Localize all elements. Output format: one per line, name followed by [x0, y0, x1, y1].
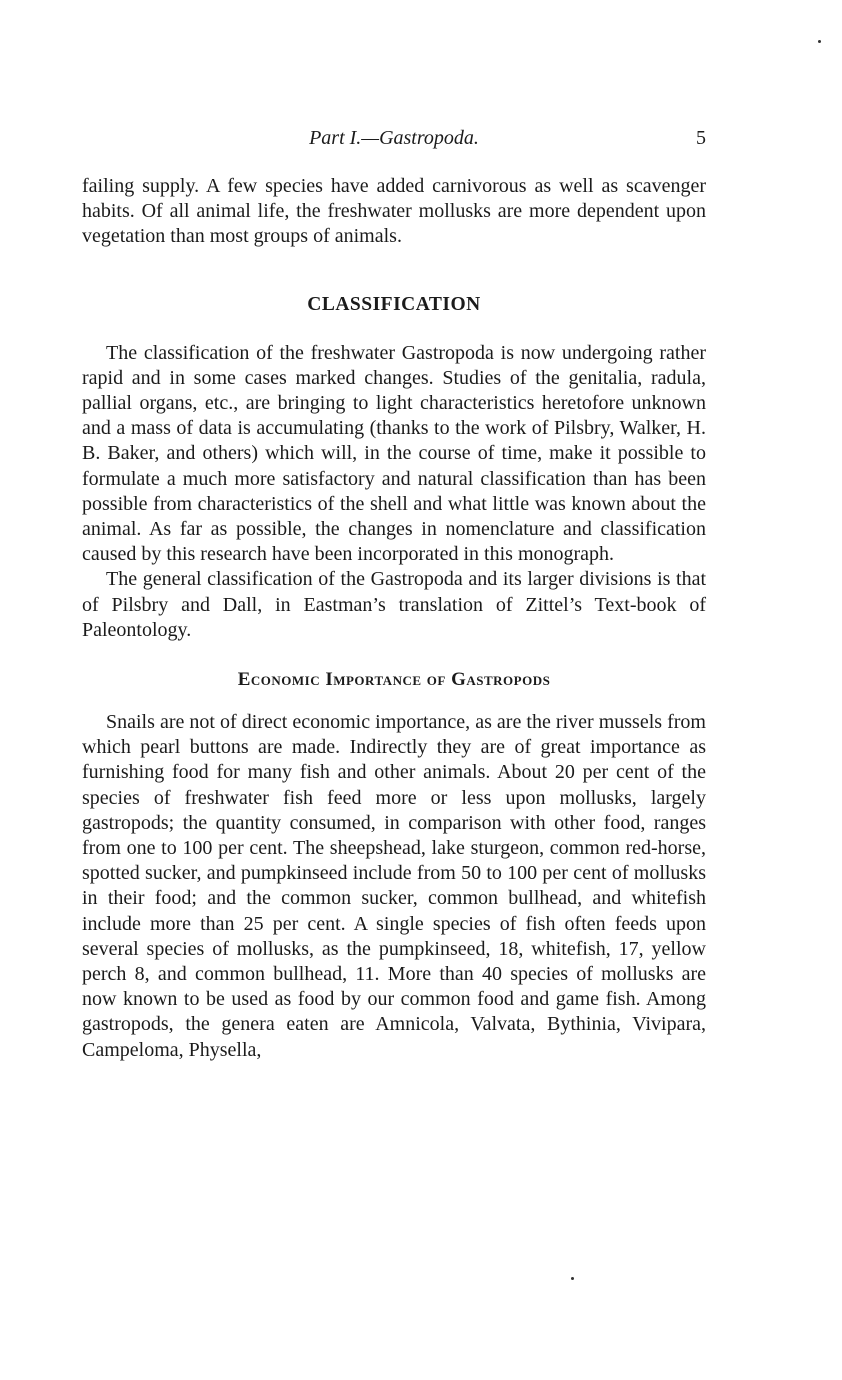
paragraph-economic-importance: Snails are not of direct economic importance, as are the river mussels from which pearl buttons are made. Indirectly they are of great importance as furnishing food for many fish and other animals. About 20 per cent of the species of freshwater fish feed more or less upon mollusks, largely gastropods; the quantity consumed, in comparison with other food, ranges from one to 100 per cent. The sheepshead, lake sturgeon, common red-horse, spotted sucker, and pumpkinseed include from 50 to 100 per cent of mollusks in their food; and the common sucker, common bullhead, and whitefish include more than 25 per cent. A single species of fish often feeds upon several species of mollusks, as the pumpkinseed, 18, whitefish, 17, yellow perch 8, and common bullhead, 11. More than 40 species of mollusks are now known to be used as food by our common food and game fish. Among gastropods, the genera eaten are Amnicola, Valvata, Bythinia, Vivipara, Campeloma, Physella,	[82, 711, 706, 1061]
paragraph-classification-1: The classification of the freshwater Gastropoda is now undergoing rather rapid and in some cases marked changes. Studies of the genitalia, radula, pallial organs, etc., are bringing to light characteristics heretofore unknown and a mass of data is accumulating (thanks to the work of Pilsbry, Walker, H. B. Baker, and others) which will, in the course of time, make it possible to formulate a much more satisfactory and natural classification than has been possible from characteristics of the shell and what little was known about the animal. As far as possible, the changes in nomenclature and classification caused by this research have been incorporated in this monograph.	[82, 341, 706, 566]
paragraph-continued: failing supply. A few species have added carnivorous as well as scavenger habits. Of all animal life, the freshwater mollusks are more dependent upon vegetation than most groups of animals.	[82, 175, 706, 248]
paragraph-classification-2: The general classification of the Gastropoda and its larger divisions is that of Pilsbry and Dall, in Eastman’s translation of Zittel’s Text-book of Paleontology.	[82, 568, 706, 641]
section-heading-economic-importance: Economic Importance of Gastropods	[237, 669, 551, 691]
section-heading-classification: CLASSIFICATION	[307, 293, 481, 315]
page-number: 5	[696, 127, 706, 149]
body-text	[82, 174, 706, 1063]
running-head-title: Part I.—Gastropoda.	[309, 127, 479, 149]
scan-speck-decoration	[571, 1277, 574, 1280]
scan-speck-decoration	[818, 40, 821, 43]
running-head	[82, 124, 706, 152]
page	[82, 0, 706, 1380]
